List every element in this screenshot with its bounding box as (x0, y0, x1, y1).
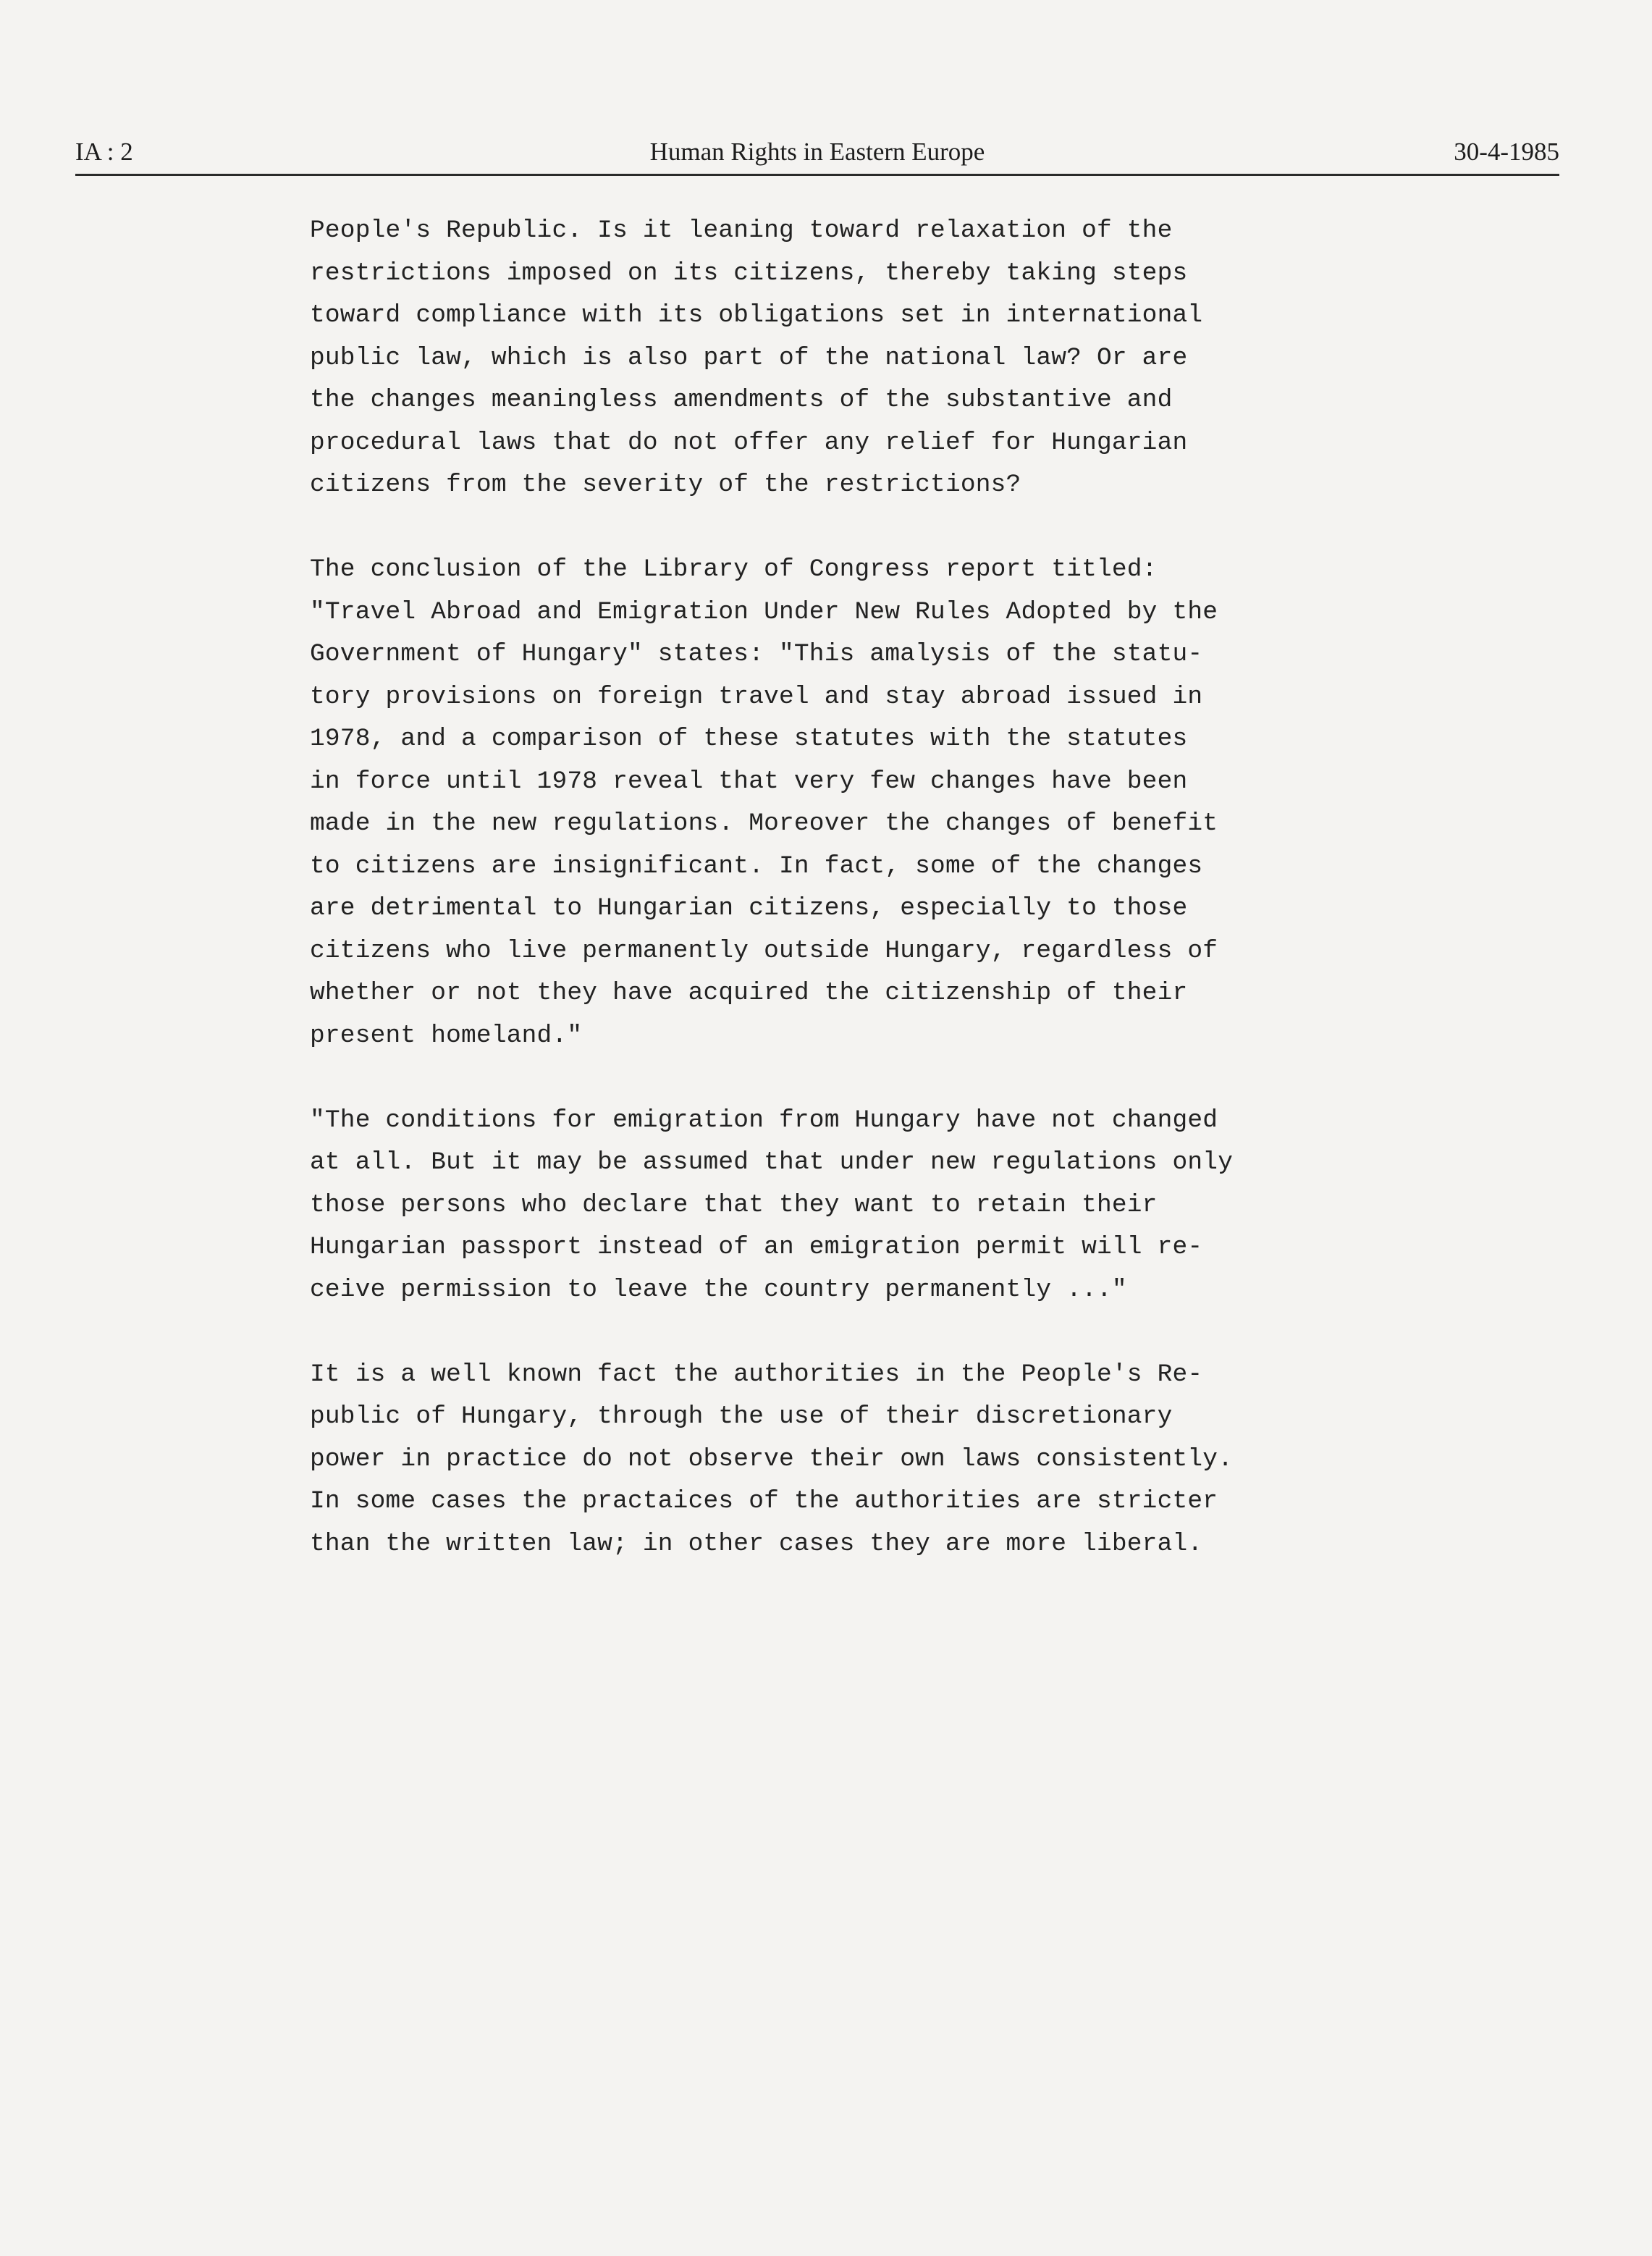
text-line: made in the new regulations. Moreover the changes of benefit (310, 809, 1218, 838)
text-line: whether or not they have acquired the citizenship of their (310, 979, 1188, 1007)
text-line: in force until 1978 reveal that very few changes have been (310, 767, 1188, 796)
text-line: public of Hungary, through the use of their discretionary (310, 1402, 1173, 1431)
header-publication-title: Human Rights in Eastern Europe (649, 138, 985, 166)
header-section-number: IA : 2 (75, 138, 133, 166)
text-line: power in practice do not observe their own laws consistently. (310, 1444, 1234, 1473)
page-header (75, 136, 1559, 176)
text-line: to citizens are insignificant. In fact, some of the changes (310, 851, 1203, 880)
text-line: than the written law; in other cases they are more liberal. (310, 1529, 1203, 1558)
paragraph (310, 1100, 1367, 1312)
text-line: In some cases the practaices of the authorities are stricter (310, 1487, 1218, 1515)
text-line: citizens who live permanently outside Hungary, regardless of (310, 936, 1218, 965)
text-line: People's Republic. Is it leaning toward relaxation of the (310, 216, 1173, 245)
text-line: the changes meaningless amendments of the substantive and (310, 386, 1173, 414)
text-line: "Travel Abroad and Emigration Under New Rules Adopted by the (310, 597, 1218, 626)
text-line: citizens from the severity of the restrictions? (310, 471, 1021, 499)
document-body (310, 210, 1367, 1608)
text-line: at all. But it may be assumed that under new regulations only (310, 1148, 1234, 1177)
text-line: are detrimental to Hungarian citizens, especially to those (310, 894, 1188, 922)
paragraph (310, 549, 1367, 1057)
text-line: Hungarian passport instead of an emigration permit will re- (310, 1233, 1203, 1261)
text-line: toward compliance with its obligations set in international (310, 301, 1203, 329)
header-date: 30-4-1985 (1454, 138, 1559, 166)
text-line: tory provisions on foreign travel and stay abroad issued in (310, 682, 1203, 711)
paragraph (310, 210, 1367, 507)
paragraph (310, 1354, 1367, 1566)
text-line: ceive permission to leave the country permanently ..." (310, 1275, 1127, 1304)
text-line: Government of Hungary" states: "This amalysis of the statu- (310, 640, 1203, 668)
text-line: 1978, and a comparison of these statutes with the statutes (310, 725, 1188, 753)
text-line: present homeland." (310, 1021, 583, 1050)
text-line: public law, which is also part of the national law? Or are (310, 343, 1188, 372)
text-line: procedural laws that do not offer any relief for Hungarian (310, 428, 1188, 457)
text-line: restrictions imposed on its citizens, thereby taking steps (310, 258, 1188, 287)
text-line: "The conditions for emigration from Hungary have not changed (310, 1106, 1218, 1135)
text-line: The conclusion of the Library of Congress report titled: (310, 555, 1158, 584)
text-line: It is a well known fact the authorities in the People's Re- (310, 1360, 1203, 1389)
text-line: those persons who declare that they want to retain their (310, 1190, 1158, 1219)
